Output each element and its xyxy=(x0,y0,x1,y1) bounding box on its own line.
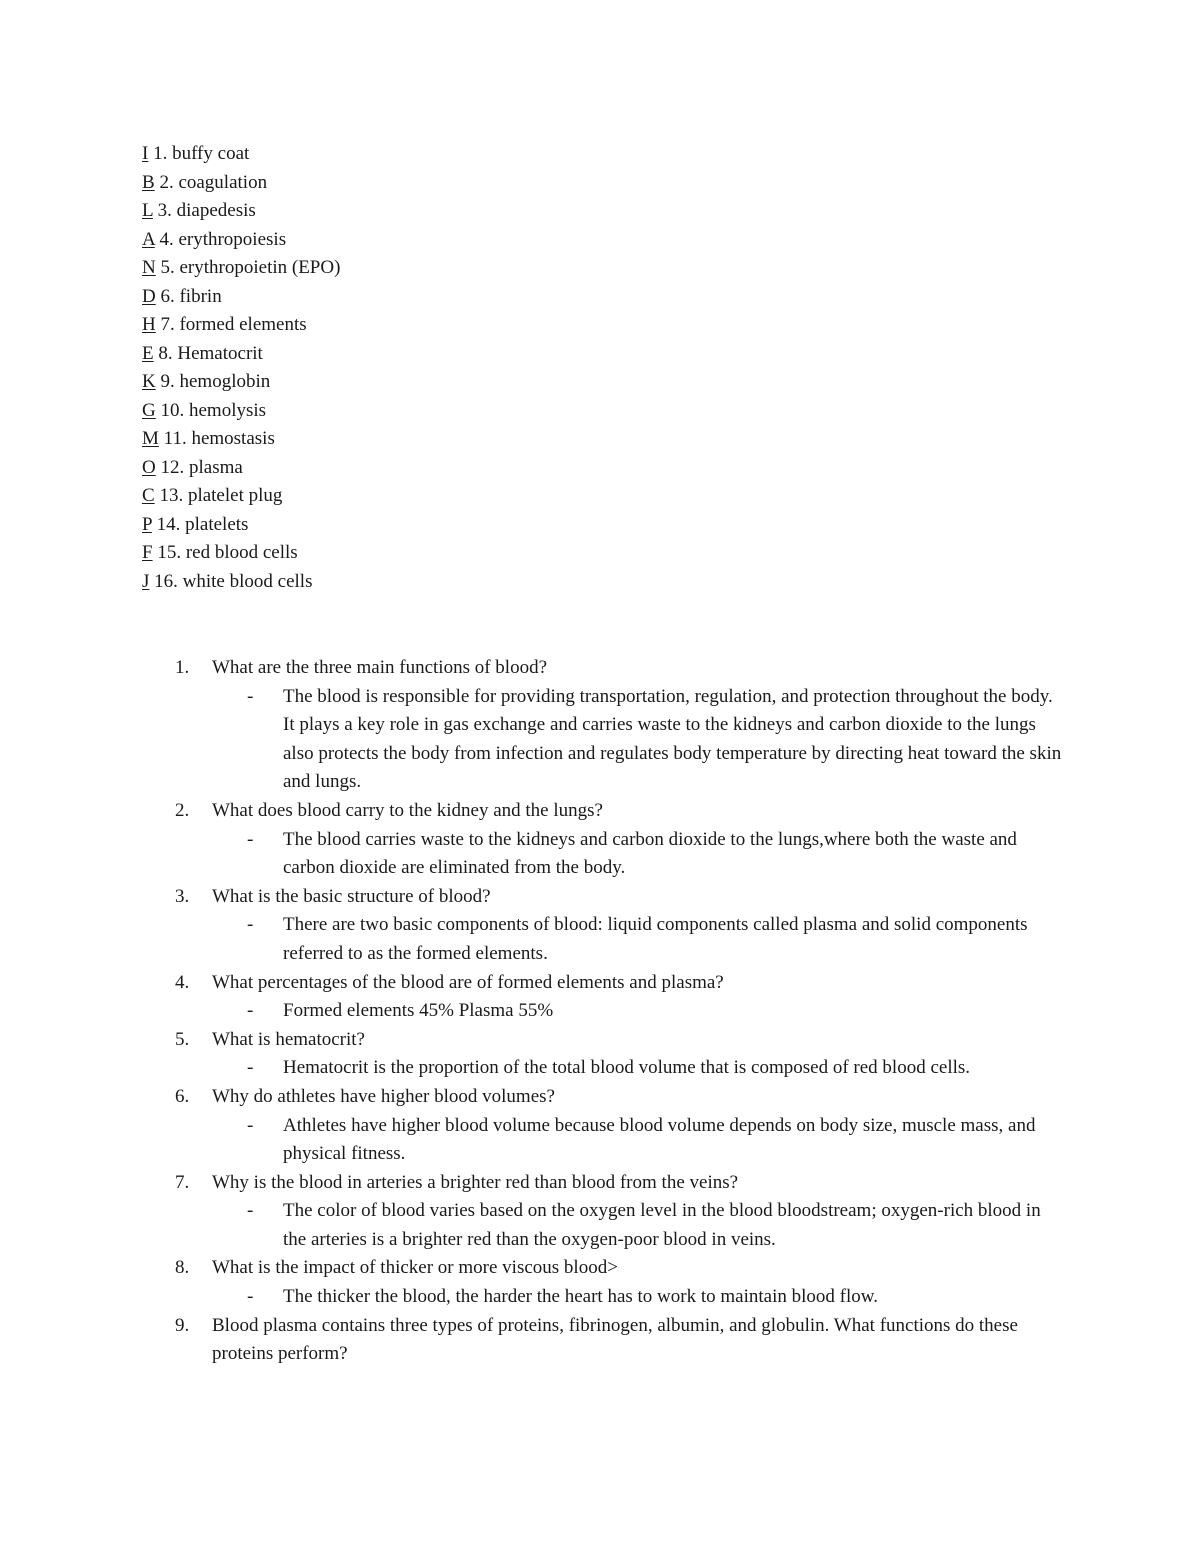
answer-list xyxy=(0,1283,1200,1312)
answer-list xyxy=(0,826,1200,883)
answer-text: The blood carries waste to the kidneys and carbon dioxide to the lungs,where both the waste and carbon dioxide are eliminated from the body. xyxy=(283,828,1017,879)
question-item xyxy=(0,1169,1200,1255)
question-number: 8. xyxy=(175,1257,190,1279)
matching-answer-letter: H xyxy=(142,314,156,335)
matching-item xyxy=(142,368,340,397)
question-item xyxy=(0,1254,1200,1311)
answer-text: The thicker the blood, the harder the heart has to work to maintain blood flow. xyxy=(283,1286,878,1308)
matching-answer-letter: I xyxy=(142,143,149,164)
question-list xyxy=(0,654,1200,1369)
answer-item xyxy=(0,826,1200,883)
matching-term: 3. diapedesis xyxy=(157,200,256,221)
matching-term: 16. white blood cells xyxy=(154,570,313,592)
dash-bullet-icon: - xyxy=(247,914,254,936)
matching-answer-letter: B xyxy=(142,171,155,193)
question-number: 4. xyxy=(175,971,190,993)
answer-item xyxy=(0,1054,1200,1083)
matching-term: 5. erythropoietin (EPO) xyxy=(160,257,341,278)
matching-item xyxy=(142,482,340,511)
answer-item xyxy=(0,1197,1200,1254)
matching-term: 6. fibrin xyxy=(160,285,222,307)
matching-item xyxy=(142,568,340,597)
question-number: 7. xyxy=(175,1171,190,1193)
answer-list xyxy=(0,1197,1200,1254)
matching-term: 12. plasma xyxy=(160,456,243,478)
question-number: 9. xyxy=(175,1314,190,1336)
question-number: 5. xyxy=(175,1028,190,1050)
question-item xyxy=(0,1312,1200,1369)
answer-text: There are two basic components of blood: liquid components called plasma and solid components referred to as the formed elements. xyxy=(283,914,1028,964)
answer-item xyxy=(0,683,1200,797)
answer-list xyxy=(0,683,1200,797)
answer-text: Athletes have higher blood volume because blood volume depends on body size, muscle mass, and physical fitness. xyxy=(283,1114,1036,1165)
matching-term: 15. red blood cells xyxy=(157,542,298,563)
matching-answer-letter: N xyxy=(142,257,156,278)
matching-answer-letter: F xyxy=(142,542,153,563)
question-item xyxy=(0,969,1200,1026)
answer-item xyxy=(0,1283,1200,1312)
question-text: What are the three main functions of blood? xyxy=(212,657,548,678)
matching-item xyxy=(142,425,340,454)
matching-item xyxy=(142,397,340,426)
dash-bullet-icon: - xyxy=(247,1057,254,1079)
matching-item xyxy=(142,226,340,255)
matching-answer-letter: C xyxy=(142,485,155,506)
dash-bullet-icon: - xyxy=(247,685,254,707)
answer-list xyxy=(0,1112,1200,1169)
dash-bullet-icon: - xyxy=(247,1114,254,1136)
matching-term: 4. erythropoiesis xyxy=(159,228,287,250)
question-item xyxy=(0,797,1200,883)
matching-item xyxy=(142,169,340,198)
answer-item xyxy=(0,911,1200,968)
question-text: Why is the blood in arteries a brighter red than blood from the veins? xyxy=(212,1171,739,1193)
matching-answer-letter: L xyxy=(142,200,153,221)
question-text: Blood plasma contains three types of proteins, fibrinogen, albumin, and globulin. What functions do these proteins perform? xyxy=(212,1314,1018,1365)
matching-item xyxy=(142,254,340,283)
matching-term: 14. platelets xyxy=(156,513,249,535)
matching-term: 2. coagulation xyxy=(159,171,268,193)
matching-answer-letter: A xyxy=(142,228,155,250)
dash-bullet-icon: - xyxy=(247,1000,254,1022)
matching-term: 13. platelet plug xyxy=(159,485,283,506)
matching-answer-letter: G xyxy=(142,399,156,421)
answer-text: The color of blood varies based on the oxygen level in the blood bloodstream; oxygen-rich blood in the arteries is a brighter red than the oxygen-poor blood in veins. xyxy=(283,1200,1041,1250)
question-number: 3. xyxy=(175,885,190,907)
answer-text: The blood is responsible for providing transportation, regulation, and protection throughout the body. It plays a key role in gas exchange and carries waste to the kidneys and carbon dioxide to the lungs also protects the body from infection and regulates body temperature by directing heat toward the skin and lungs. xyxy=(283,685,1062,793)
matching-answer-letter: K xyxy=(142,371,156,392)
matching-answer-letter: J xyxy=(142,570,150,592)
matching-answer-letter: M xyxy=(142,428,159,449)
matching-term: 1. buffy coat xyxy=(153,143,250,164)
dash-bullet-icon: - xyxy=(247,1200,254,1222)
matching-item xyxy=(142,454,340,483)
matching-item xyxy=(142,283,340,312)
matching-term: 9. hemoglobin xyxy=(160,371,271,392)
question-text: What does blood carry to the kidney and the lungs? xyxy=(212,799,603,821)
question-text: What is the basic structure of blood? xyxy=(212,885,491,907)
matching-item xyxy=(142,140,340,169)
matching-answer-letter: E xyxy=(142,342,154,364)
answer-list xyxy=(0,911,1200,968)
answer-item xyxy=(0,997,1200,1026)
question-number: 1. xyxy=(175,657,190,678)
matching-term: 8. Hematocrit xyxy=(158,342,263,364)
matching-answer-letter: O xyxy=(142,456,156,478)
matching-answer-letter: P xyxy=(142,513,152,535)
matching-term: 10. hemolysis xyxy=(160,399,267,421)
answer-text: Hematocrit is the proportion of the total blood volume that is composed of red blood cells. xyxy=(283,1057,971,1079)
matching-item xyxy=(142,539,340,568)
answer-list xyxy=(0,997,1200,1026)
question-number: 6. xyxy=(175,1085,190,1107)
question-text: What is hematocrit? xyxy=(212,1028,365,1050)
question-item xyxy=(0,1083,1200,1169)
dash-bullet-icon: - xyxy=(247,828,254,850)
matching-item xyxy=(142,340,340,369)
question-text: What percentages of the blood are of formed elements and plasma? xyxy=(212,971,724,993)
question-item xyxy=(0,654,1200,797)
dash-bullet-icon: - xyxy=(247,1286,254,1308)
question-item xyxy=(0,883,1200,969)
question-text: Why do athletes have higher blood volumes? xyxy=(212,1085,555,1107)
question-text: What is the impact of thicker or more viscous blood> xyxy=(212,1257,618,1279)
question-number: 2. xyxy=(175,799,190,821)
answer-list xyxy=(0,1054,1200,1083)
matching-term: 7. formed elements xyxy=(160,314,307,335)
matching-term: 11. hemostasis xyxy=(163,428,275,449)
matching-list xyxy=(142,140,340,596)
matching-item xyxy=(142,311,340,340)
question-item xyxy=(0,1026,1200,1083)
matching-item xyxy=(142,197,340,226)
answer-item xyxy=(0,1112,1200,1169)
matching-answer-letter: D xyxy=(142,285,156,307)
answer-text: Formed elements 45% Plasma 55% xyxy=(283,1000,554,1022)
matching-item xyxy=(142,511,340,540)
